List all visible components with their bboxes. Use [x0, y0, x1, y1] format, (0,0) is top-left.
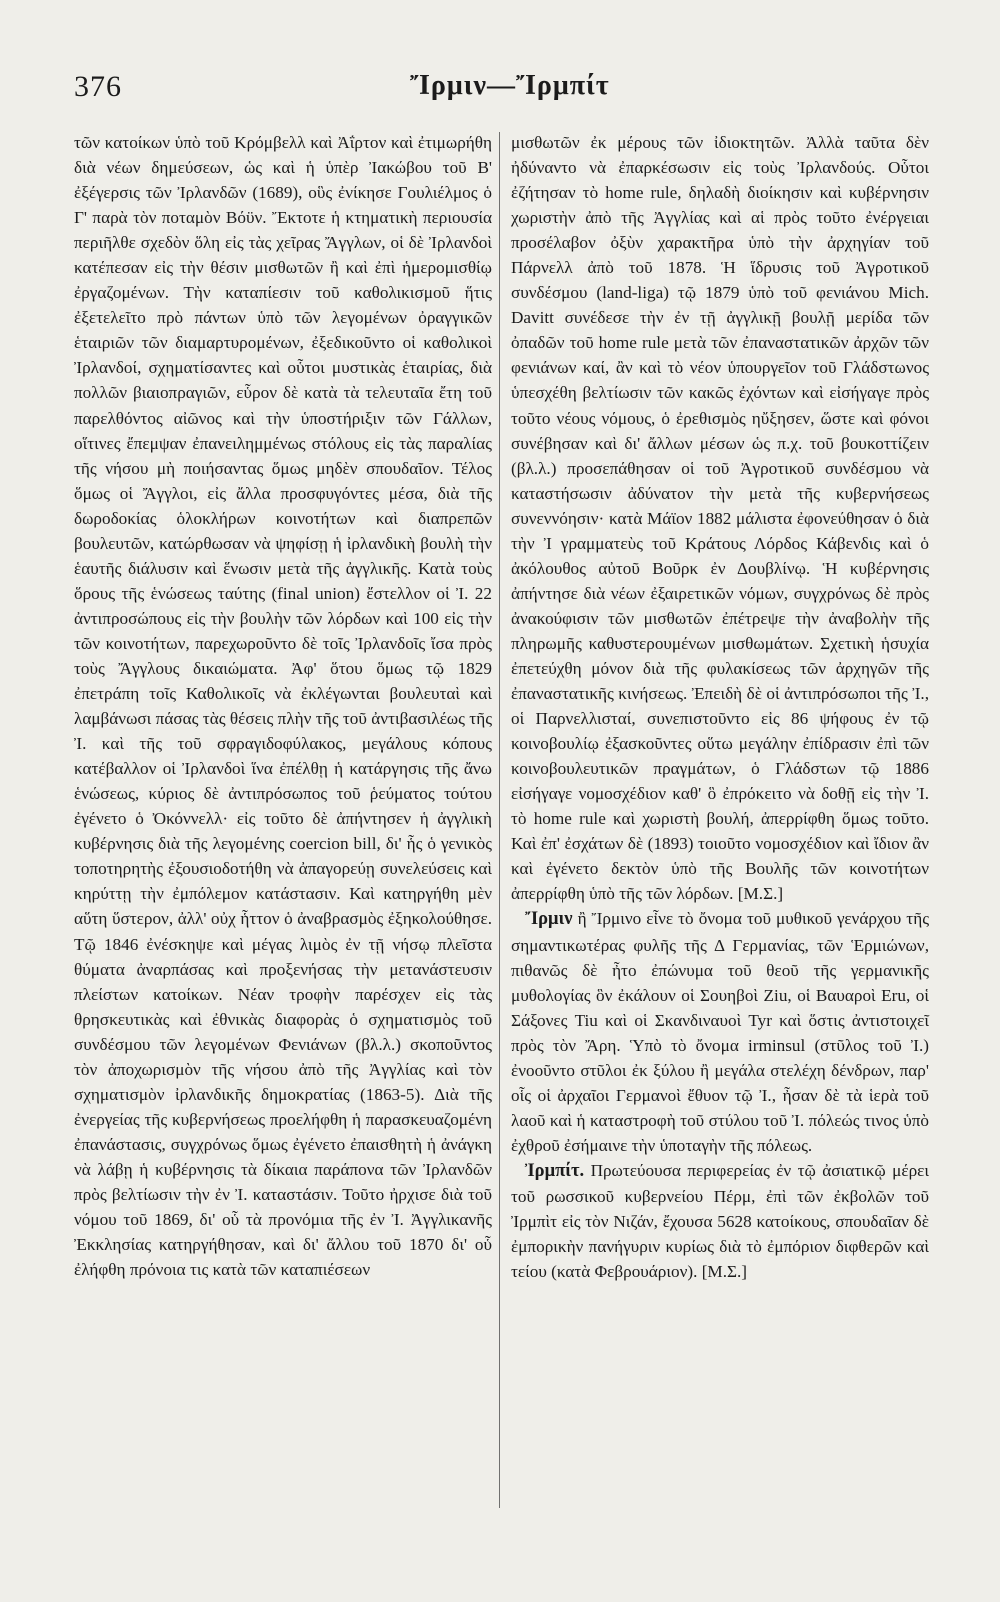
- entry-irmin: [511, 906, 929, 1157]
- entry-irmin-text: ἢ Ἴρμινο εἶνε τὸ ὄνομα τοῦ μυθικοῦ γενάρχου τῆς σημαντικωτέρας φυλῆς τῆς Δ Γερμανίας, τῶν Ἑρμιώνων, πιθανῶς δὲ ἦτο ἐπώνυμα τοῦ θεοῦ τῆς γερμανικῆς μυθολογίας ὃν ἐκάλουν οἱ Σουηβοὶ Ziu, οἱ Βαυαροὶ Eru, οἱ Σάξονες Tiu καὶ οἱ Σκανδιναυοὶ Tyr καὶ ὅστις ἀντιστοιχεῖ πρὸς τὸν Ἄρη. Ὑπὸ τὸ ὄνομα irminsul (στῦλος τοῦ Ἰ.) ἐνοοῦντο στῦλοι ἐκ ξύλου ἢ μεγάλα στελέχη δένδρων, παρ' οἷς οἱ ἀρχαῖοι Γερμανοὶ ἔθυον τῷ Ἰ., ἦσαν δὲ τὰ ἱερὰ τοῦ λαοῦ καὶ ἡ καταστροφὴ τοῦ στύλου τοῦ Ἰ. πόλεώς τινος ὑπὸ ἐχθροῦ ἐσήμαινε τὴν ὑποταγὴν τῆς πόλεως.: [511, 909, 930, 1155]
- entry-irbit-text: Πρωτεύουσα περιφερείας ἐν τῷ ἀσιατικῷ μέρει τοῦ ρωσσικοῦ κυβερνείου Πέρμ, ἐπὶ τῶν ἐκβολῶν τοῦ Ἰρμπὶτ εἰς τὸν Νιζάν, ἔχουσα 5628 κατοίκους, σπουδαῖαν δὲ ἐμπορικὴν πανήγυριν κυρίως διὰ τὸ ἐμπόριον διφθερῶν καὶ τείου (κατὰ Φεβρουάριον). [Μ.Σ.]: [511, 1160, 929, 1282]
- running-head: Ἴρμιν—Ἴρμπίτ: [410, 70, 610, 101]
- right-column-continuation: μισθωτῶν ἐκ μέρους τῶν ἰδιοκτητῶν. Ἀλλὰ ταῦτα δὲν ἠδύναντο νὰ ἐπαρκέσωσιν εἰς τοὺς Ἰρλανδούς. Οὗτοι ἐζήτησαν τὸ home rule, δηλαδὴ διοίκησιν καὶ κυβέρνησιν χωριστὴν ἀπὸ τῆς Ἀγγλίας καὶ αἱ πρὸς τοῦτο ἐνέργειαι προσέλαβον ὀξὺν χαρακτῆρα ὑπὸ τὴν ἀρχηγίαν τοῦ Πάρνελλ ἀπὸ τοῦ 1878. Ἡ ἵδρυσις τοῦ Ἀγροτικοῦ συνδέσμου (land-liga) τῷ 1879 ὑπὸ τοῦ φενιάνου Mich. Davitt συνέδεσε τὴν ἐν τῇ ἀγγλικῇ βουλῇ μερίδα τῶν ὀπαδῶν τοῦ home rule μετὰ τῶν ἐπαναστατικῶν ἀρχῶν τῶν φενιάνων καί, ἂν καὶ τὸ νέον ὑπουργεῖον τοῦ Γλάδστωνος ὑπεσχέθη βελτίωσιν τῶν κακῶς ἐχόντων καὶ εἰσήγαγε πρὸς τοῦτο νέους νόμους, ὁ ἐρεθισμὸς ηὔξησεν, ὥστε καὶ φόνοι συνέβησαν καὶ δι' ἄλλων μέσων ὡς π.χ. τοῦ βουκοττίζειν (βλ.λ.) προσεπάθησαν οἱ τοῦ Ἀγροτικοῦ συνδέσμου νὰ καταστήσωσιν ἀδύνατον τὴν μετὰ τῆς κυβερνήσεως συνεννόησιν· κατὰ Μάϊον 1882 μάλιστα ἐφονεύθησαν ὁ διὰ τὴν Ἰ γραμματεὺς τοῦ Κράτους Λόρδος Κάβενδις καὶ ὁ ἀκόλουθος αὐτοῦ Βοῦρκ ἐν Δουβλίνῳ. Ἡ κυβέρνησις ἀπήντησε διὰ νέων ἐξαιρετικῶν νόμων, συγχρόνως δὲ πρὸς ἀνακούφισιν τῶν μισθωτῶν ἐπέτρεψε τὴν ἀναβολὴν τῆς πληρωμῆς καθυστερουμένων μισθωμάτων. Σχετικὴ ἡσυχία ἐπετεύχθη μόνον διὰ τῆς φυλακίσεως τῶν ἀρχηγῶν τῆς ἐπαναστατικῆς κινήσεως. Ἐπειδὴ δὲ οἱ ἀντιπρόσωποι τῆς Ἰ., οἱ Παρνελλισταί, συνεπιστοῦντο εἰς 86 ψήφους ἐν τῷ κοινοβουλίῳ ἐξασκοῦντες οὕτω μεγάλην ἐπίδρασιν ἐπὶ τῶν κοινοβουλευτικῶν πραγμάτων, ὁ Γλάδστων τῷ 1886 εἰσήγαγε νομοσχέδιον καθ' ὃ ἐπρόκειτο νὰ δοθῇ εἰς τὴν Ἰ. τὸ home rule καὶ χωριστὴ βουλή, ἀπερρίφθη ὅμως τοῦτο. Καὶ ἐπ' ἐσχάτων δὲ (1893) τοιοῦτο νομοσχέδιον καὶ ἴδιον ἂν καὶ ἐγένετο δεκτὸν ὑπὸ τῆς Βουλῆς τῶν κοινοτήτων ἀπερρίφθη ὑπὸ τῆς τῶν λόρδων. [Μ.Σ.]: [511, 133, 929, 904]
- headword-irbit: Ἰρμπίτ.: [525, 1160, 585, 1181]
- column-divider: [499, 132, 500, 1508]
- headword-irmin: Ἴρμιν: [525, 909, 573, 930]
- entry-irbit: [511, 1158, 929, 1284]
- left-column: [74, 130, 492, 1282]
- page-number: 376: [74, 70, 122, 103]
- right-column: [511, 130, 929, 1284]
- left-column-text: τῶν κατοίκων ὑπὸ τοῦ Κρόμβελλ καὶ Ἀΐρτον καὶ ἐτιμωρήθη διὰ νέων δημεύσεων, ὡς καὶ ἡ ὑπὲρ Ἰακώβου τοῦ Β' ἐξέγερσις τῶν Ἰρλανδῶν (1689), οὓς ἐνίκησε Γουλιέλμος ὁ Γ' παρὰ τὸν ποταμὸν Βόϋν. Ἔκτοτε ἡ κτηματικὴ περιουσία περιῆλθε σχεδὸν ὅλη εἰς τὰς χεῖρας Ἄγγλων, οἱ δὲ Ἰρλανδοὶ κατέπεσαν εἰς τὴν θέσιν μισθωτῶν ἢ καὶ ἐπὶ ἡμερομισθίῳ ἐργαζομένων. Τὴν καταπίεσιν τοῦ καθολικισμοῦ ἥτις ἐξετελεῖτο πρὸ πάντων ὑπὸ τῶν λεγομένων ὀραγγικῶν ἑταιριῶν τῶν διαμαρτυρομένων, ἐξεδικοῦντο οἱ καθολικοὶ Ἰρλανδοί, σχηματίσαντες καὶ οὗτοι μυστικὰς ἑταιρίας, διὰ πολλῶν βιαιοπραγιῶν, εὗρον δὲ κατὰ τὰ τελευταῖα ἔτη τοῦ παρελθόντος αἰῶνος καὶ τὴν ὑποστήριξιν τῶν Γάλλων, οἵτινες ἔπεμψαν ἐπανειλημμένως στόλους εἰς τὰς παραλίας τῆς νήσου μὴ ποιήσαντας ὅμως μηδὲν σπουδαῖον. Τέλος ὅμως οἱ Ἄγγλοι, εἰς ἄλλα προσφυγόντες μέσα, διὰ τῆς δωροδοκίας ὁλοκλήρων κοινοτήτων καὶ διαπρεπῶν βουλευτῶν, κατώρθωσαν νὰ ψηφίσῃ ἡ ἰρλανδικὴ βουλὴ τὴν ἑαυτῆς διάλυσιν καὶ ἕνωσιν μετὰ τῆς ἀγγλικῆς. Κατὰ τοὺς ὅρους τῆς ἑνώσεως ταύτης (final union) ἔστελλον οἱ Ἰ. 22 ἀντιπροσώπους εἰς τὴν βουλὴν τῶν λόρδων καὶ 100 εἰς τὴν τῶν κοινοτήτων, παρεχωροῦντο δὲ τοῖς Ἰρλανδοῖς ἴσα πρὸς τοὺς Ἄγγλους δικαιώματα. Ἀφ' ὅτου ὅμως τῷ 1829 ἐπετράπη τοῖς Καθολικοῖς νὰ ἐκλέγωνται βουλευταὶ καὶ λαμβάνωσι πάσας τὰς θέσεις πλὴν τῆς τοῦ ἀντιβασιλέως τῆς Ἰ. καὶ τῆς τοῦ σφραγιδοφύλακος, μεγάλους κόπους κατέβαλλον οἱ Ἰρλανδοὶ ἵνα ἐπέλθῃ ἡ κατάργησις τῆς ἄνω ἑνώσεως, κύριος δὲ ἀντιπρόσωπος τοῦ ῥεύματος τούτου ἐγένετο ὁ Ὀκόννελλ· εἰς τοῦτο δὲ ἀπήντησεν ἡ ἀγγλικὴ κυβέρνησις διὰ τῆς λεγομένης coercion bill, δι' ἧς ὁ γενικὸς τοποτηρητὴς ἐξουσιοδοτήθη νὰ ἀπαγορεύῃ συνελεύσεις καὶ κηρύττῃ τὴν ἐμπόλεμον κατάστασιν. Καὶ κατηργήθη μὲν αὕτη ὕστερον, ἀλλ' οὐχ ἧττον ὁ ἀναβρασμὸς ἐξηκολούθησε. Τῷ 1846 ἐνέσκηψε καὶ μέγας λιμὸς ἐν τῇ νήσῳ πλεῖστα θύματα ἀναρπάσας καὶ προξενήσας τὴν μετανάστευσιν πλείστων κατοίκων. Νέαν τροφὴν παρέσχεν εἰς τὰς θρησκευτικὰς καὶ ἐθνικὰς διαφορὰς ὁ σχηματισμὸς τοῦ συνδέσμου τῶν λεγομένων Φενιάνων (βλ.λ.) σκοποῦντος τὸν ἀποχωρισμὸν τῆς νήσου ἀπὸ τῆς Ἀγγλίας καὶ τὸν σχηματισμὸν ἰρλανδικῆς δημοκρατίας (1863-5). Διὰ τῆς ἐνεργείας τῆς κυβερνήσεως προελήφθη ἡ παρασκευαζομένη ἐπανάστασις, συγχρόνως ὅμως ἐγένετο ἐπαισθητὴ ἡ ἀνάγκη νὰ λάβῃ ἡ κυβέρνησις τὰ δίκαια παράπονα τῶν Ἰρλανδῶν πρὸς βελτίωσιν τὴν ἐν Ἰ. καταστάσιν. Τοῦτο ἠρχισε διὰ τοῦ νόμου τοῦ 1869, δι' οὗ τὰ προνόμια τῆς ἐν Ἰ. Ἀγγλικανῆς Ἐκκλησίας κατηργήθησαν, καὶ δι' ἄλλου τοῦ 1870 δι' οὗ ἐλήφθη πρόνοια τις κατὰ τῶν καταπιέσεων: [74, 133, 492, 1280]
